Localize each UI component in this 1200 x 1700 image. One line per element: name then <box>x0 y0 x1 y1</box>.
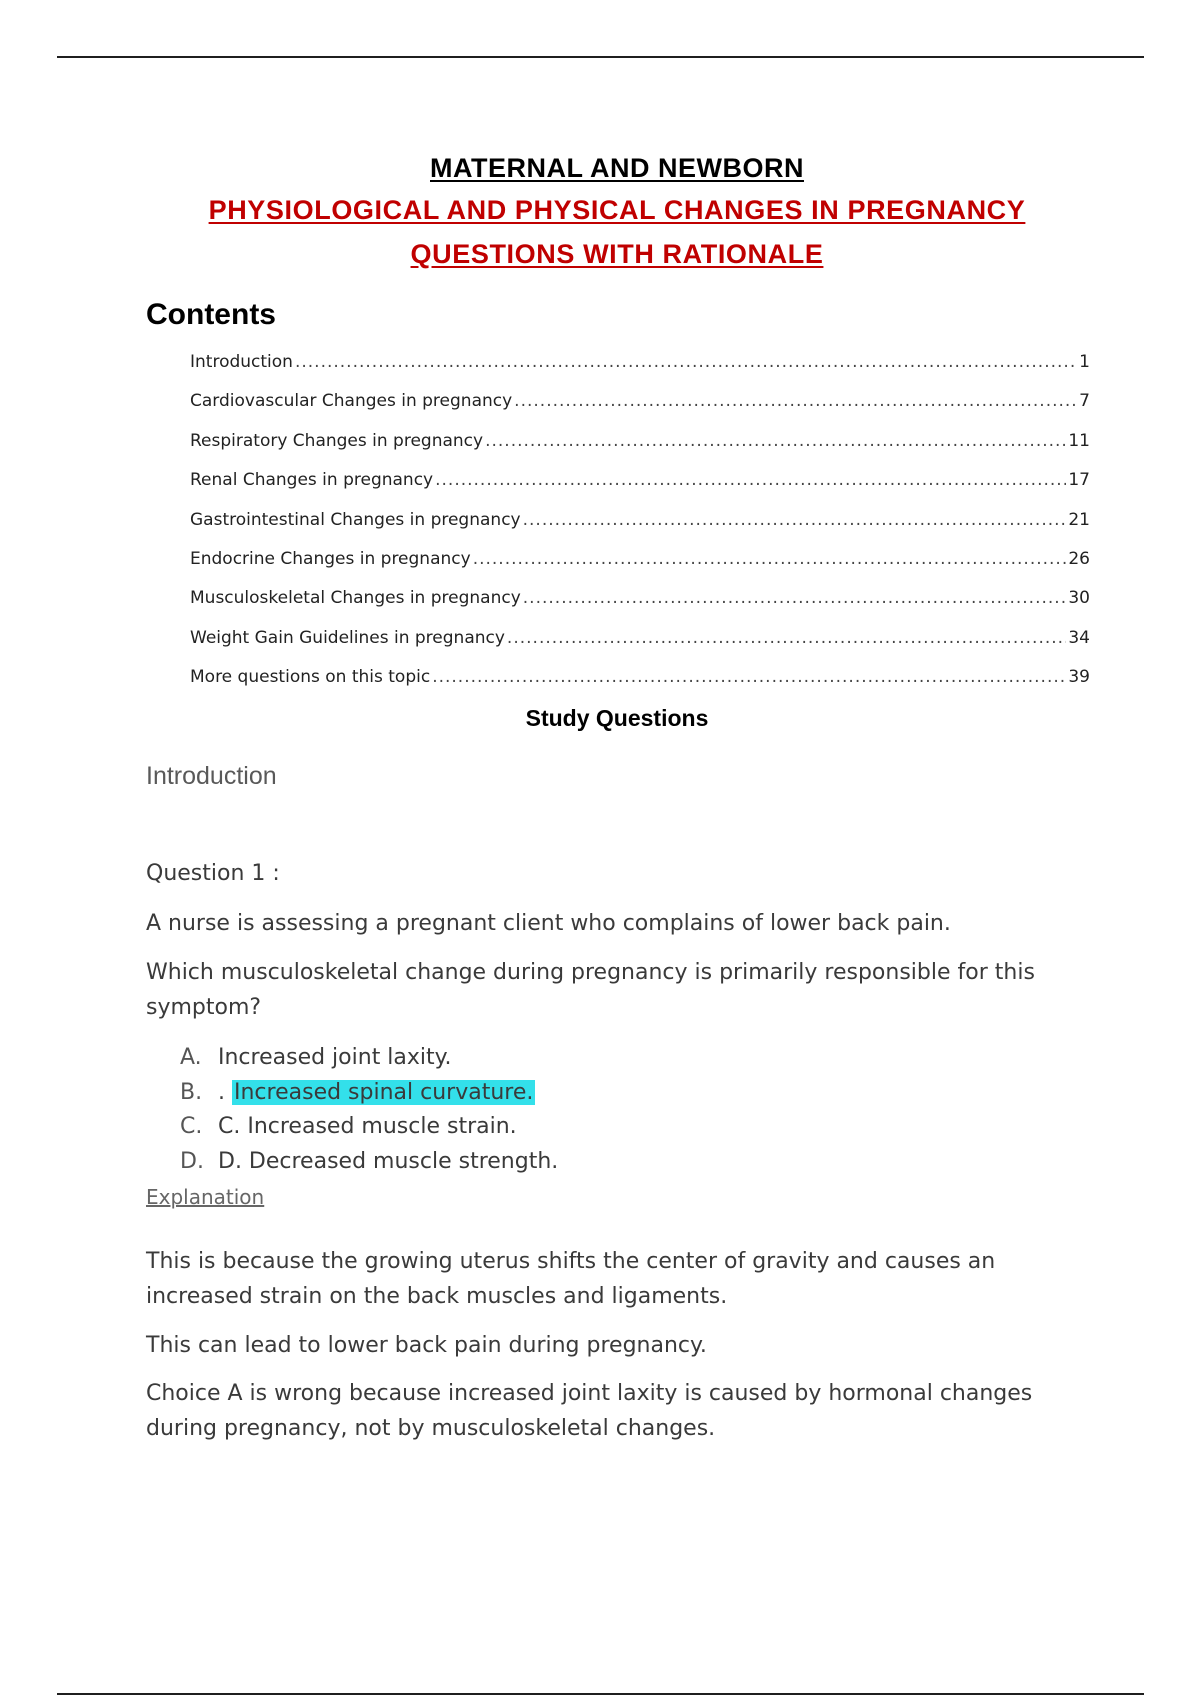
toc-entry-page: 17 <box>1068 470 1090 491</box>
toc-entry-label: Weight Gain Guidelines in pregnancy <box>190 627 505 648</box>
toc-entry-page: 1 <box>1079 352 1090 372</box>
toc-entry-introduction[interactable] <box>190 352 1090 391</box>
toc-entry-label: Renal Changes in pregnancy <box>190 470 434 491</box>
toc-leader-dots <box>432 667 1066 687</box>
toc-entry-respiratory[interactable] <box>190 431 1090 470</box>
toc-entry-label: Cardiovascular Changes in pregnancy <box>190 391 513 412</box>
toc-leader-dots <box>507 628 1066 648</box>
toc-entry-page: 39 <box>1068 667 1090 688</box>
top-rule <box>57 56 1144 58</box>
toc-entry-renal[interactable] <box>190 470 1090 509</box>
explanation-paragraph-3: Choice A is wrong because increased joint laxity is caused by hormonal changes during pregnancy, not by musculoskeletal changes. <box>146 1381 1033 1441</box>
option-text: C. Increased muscle strain. <box>218 1114 517 1139</box>
toc-entry-label: Introduction <box>190 352 293 372</box>
toc-entry-label: Gastrointestinal Changes in pregnancy <box>190 509 521 530</box>
toc-entry-page: 30 <box>1068 588 1090 609</box>
toc-entry-weight-gain[interactable] <box>190 628 1090 667</box>
toc-entry-endocrine[interactable] <box>190 549 1090 588</box>
answer-option-a <box>180 1041 558 1076</box>
answer-option-b <box>180 1076 558 1111</box>
toc-entry-musculoskeletal[interactable] <box>190 588 1090 627</box>
bottom-rule <box>57 1693 1144 1695</box>
toc-entry-label: Musculoskeletal Changes in pregnancy <box>190 588 521 609</box>
option-letter: D. <box>180 1148 204 1174</box>
table-of-contents <box>190 352 1090 707</box>
explanation-paragraph-2: This can lead to lower back pain during pregnancy. <box>146 1333 707 1358</box>
option-letter: C. <box>180 1114 203 1139</box>
toc-entry-gastrointestinal[interactable] <box>190 510 1090 549</box>
toc-entry-more-questions[interactable] <box>190 667 1090 706</box>
toc-leader-dots <box>523 588 1067 608</box>
toc-leader-dots <box>435 470 1066 490</box>
explanation-paragraph-1: This is because the growing uterus shifts the center of gravity and causes an increased strain on the back muscles and ligaments. <box>146 1249 996 1309</box>
section-heading-introduction: Introduction <box>146 762 277 790</box>
document-title <box>0 148 1200 276</box>
question-label: Question 1 : <box>146 861 280 886</box>
option-text: Increased joint laxity. <box>218 1045 452 1070</box>
explanation-heading: Explanation <box>146 1185 265 1209</box>
toc-entry-page: 34 <box>1068 627 1090 648</box>
question-stem-context: A nurse is assessing a pregnant client who complains of lower back pain. <box>146 911 951 936</box>
toc-entry-cardiovascular[interactable] <box>190 391 1090 430</box>
title-line-1: MATERNAL AND NEWBORN <box>430 153 804 183</box>
highlighted-correct-answer: Increased spinal curvature. <box>234 1079 534 1105</box>
option-prefix: . <box>218 1079 232 1105</box>
toc-leader-dots <box>523 510 1067 530</box>
toc-entry-label: More questions on this topic <box>190 667 431 688</box>
toc-leader-dots <box>485 431 1066 451</box>
question-stem-prompt: Which musculoskeletal change during pregnancy is primarily responsible for this symptom? <box>146 960 1035 1020</box>
contents-heading: Contents <box>146 298 276 331</box>
toc-entry-label: Endocrine Changes in pregnancy <box>190 548 471 569</box>
toc-entry-page: 11 <box>1068 430 1090 451</box>
toc-leader-dots <box>473 549 1067 569</box>
toc-entry-page: 21 <box>1068 509 1090 530</box>
toc-leader-dots <box>514 391 1077 411</box>
toc-entry-page: 7 <box>1079 391 1090 412</box>
answer-option-d <box>180 1145 558 1180</box>
title-line-3: QUESTIONS WITH RATIONALE <box>410 239 824 269</box>
answer-option-c <box>180 1110 558 1145</box>
option-letter: A. <box>180 1045 202 1070</box>
toc-entry-page: 26 <box>1068 548 1090 569</box>
title-line-2: PHYSIOLOGICAL AND PHYSICAL CHANGES IN PREGNANCY <box>208 195 1026 225</box>
answer-options <box>180 1041 558 1179</box>
toc-entry-label: Respiratory Changes in pregnancy <box>190 430 484 451</box>
option-letter: B. <box>180 1079 203 1105</box>
toc-leader-dots <box>295 352 1077 372</box>
study-questions-heading: Study Questions <box>525 705 709 731</box>
option-text: D. Decreased muscle strength. <box>218 1148 559 1174</box>
